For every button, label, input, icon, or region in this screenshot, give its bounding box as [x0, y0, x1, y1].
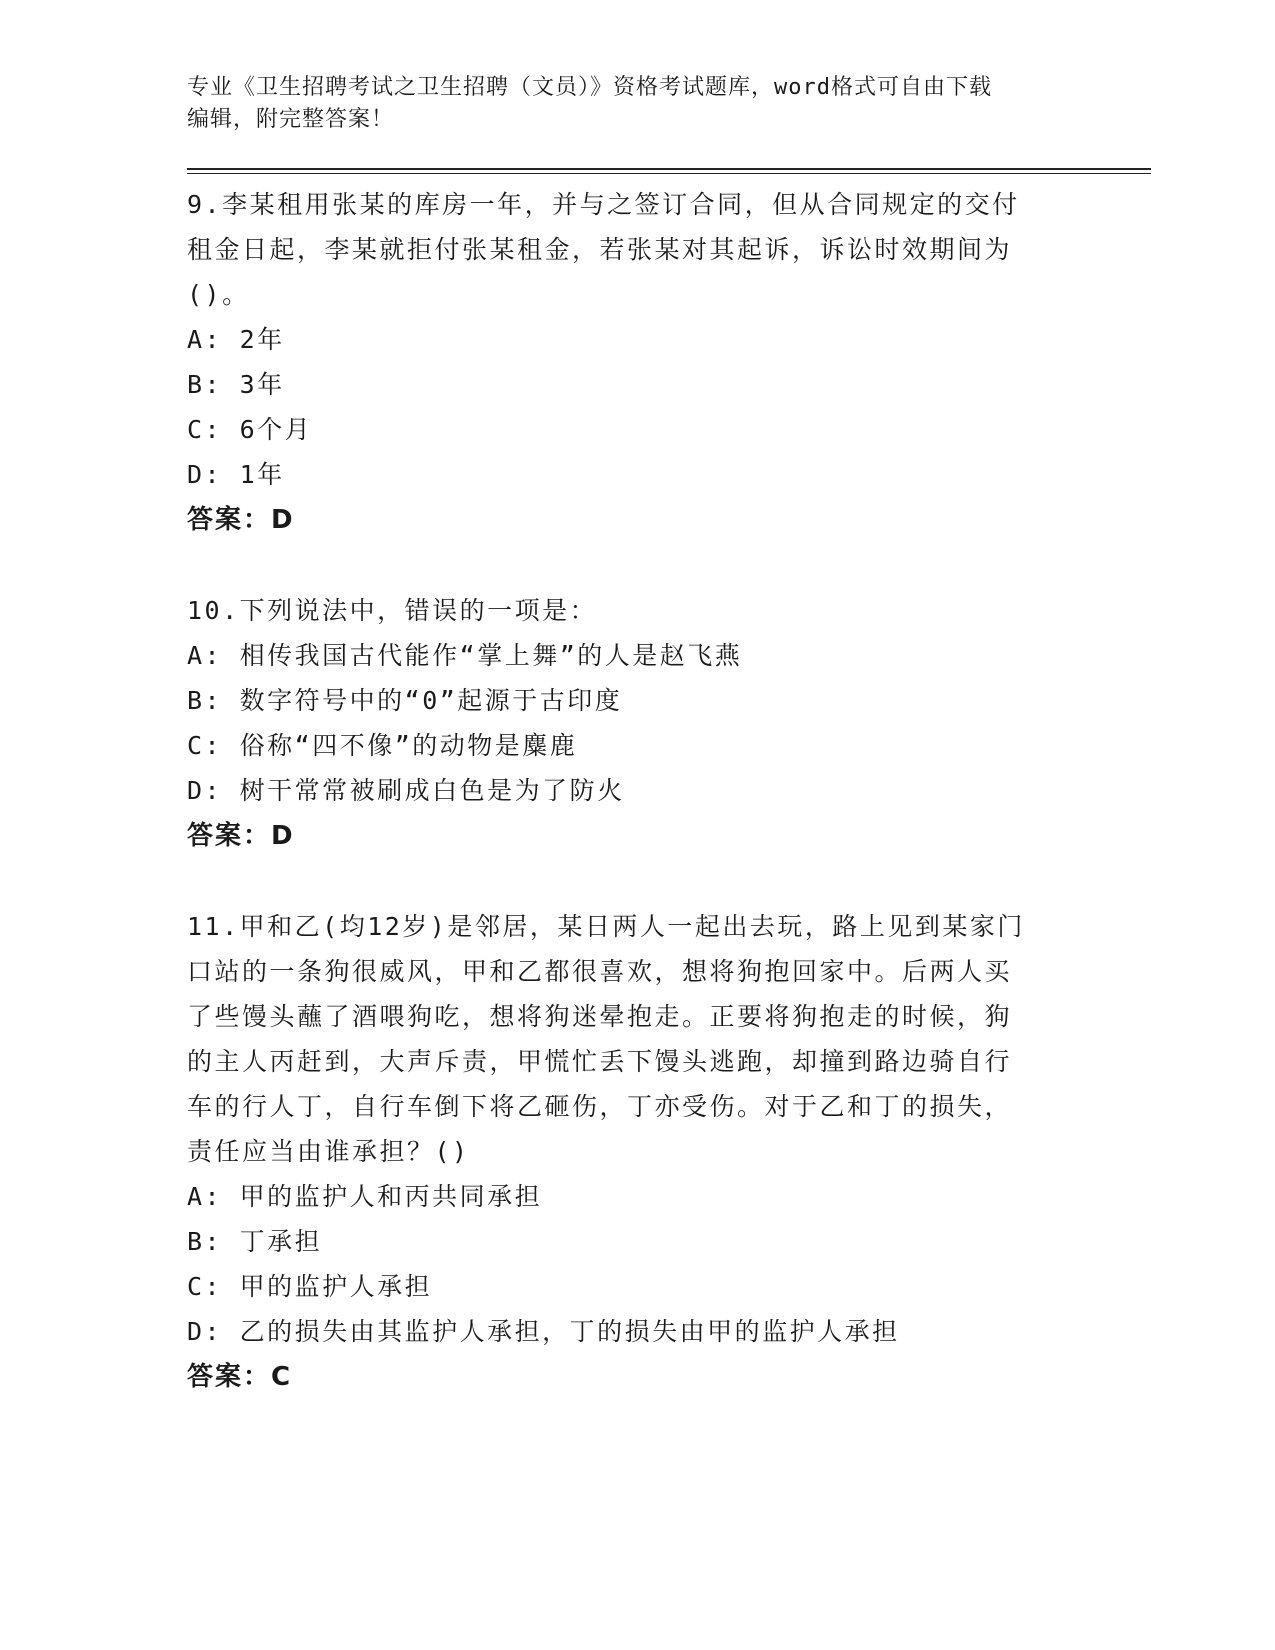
question-stem-line: 了些馒头蘸了酒喂狗吃，想将狗迷晕抱走。正要将狗抱走的时候，狗 — [187, 1002, 1013, 1031]
option-a: A: 2年 — [187, 325, 285, 354]
option-b: B: 数字符号中的“0”起源于古印度 — [187, 686, 623, 715]
spacer — [187, 859, 1067, 904]
question-stem-line: 9.李某租用张某的库房一年，并与之签订合同，但从合同规定的交付 — [187, 190, 1020, 219]
question-stem-line: 11.甲和乙(均12岁)是邻居，某日两人一起出去玩，路上见到某家门 — [187, 912, 1025, 941]
question-stem-line: 10.下列说法中，错误的一项是： — [187, 596, 598, 625]
option-a: A: 甲的监护人和丙共同承担 — [187, 1182, 543, 1211]
question-stem-line: 车的行人丁，自行车倒下将乙砸伤，丁亦受伤。对于乙和丁的损失， — [187, 1092, 1013, 1121]
header-line-1: 专业《卫生招聘考试之卫生招聘（文员）》资格考试题库，word格式可自由下载 — [187, 75, 992, 100]
option-c: C: 6个月 — [187, 415, 313, 444]
answer-label: 答案：D — [187, 821, 295, 851]
option-d: D: 树干常常被刷成白色是为了防火 — [187, 776, 625, 805]
header-divider — [187, 168, 1151, 174]
question-11 — [187, 904, 1067, 1400]
question-stem-line: 租金日起，李某就拒付张某租金，若张某对其起诉，诉讼时效期间为 — [187, 235, 1013, 264]
question-10 — [187, 588, 1067, 859]
spacer — [187, 543, 1067, 588]
option-c: C: 俗称“四不像”的动物是麋鹿 — [187, 731, 578, 760]
question-stem-line: ()。 — [187, 280, 250, 309]
question-stem-line: 的主人丙赶到，大声斥责，甲慌忙丢下馒头逃跑，却撞到路边骑自行 — [187, 1047, 1013, 1076]
option-a: A: 相传我国古代能作“掌上舞”的人是赵飞燕 — [187, 641, 743, 670]
answer-label: 答案：D — [187, 505, 295, 535]
question-stem-line: 口站的一条狗很威风，甲和乙都很喜欢，想将狗抱回家中。后两人买 — [187, 957, 1013, 986]
option-c: C: 甲的监护人承担 — [187, 1272, 433, 1301]
question-stem-line: 责任应当由谁承担？() — [187, 1137, 470, 1166]
option-b: B: 3年 — [187, 370, 285, 399]
option-b: B: 丁承担 — [187, 1227, 323, 1256]
header-line-2: 编辑，附完整答案！ — [187, 107, 395, 132]
option-d: D: 乙的损失由其监护人承担，丁的损失由甲的监护人承担 — [187, 1317, 900, 1346]
document-page — [187, 72, 1067, 1400]
answer-label: 答案：C — [187, 1362, 293, 1392]
question-9 — [187, 182, 1067, 543]
option-d: D: 1年 — [187, 460, 285, 489]
